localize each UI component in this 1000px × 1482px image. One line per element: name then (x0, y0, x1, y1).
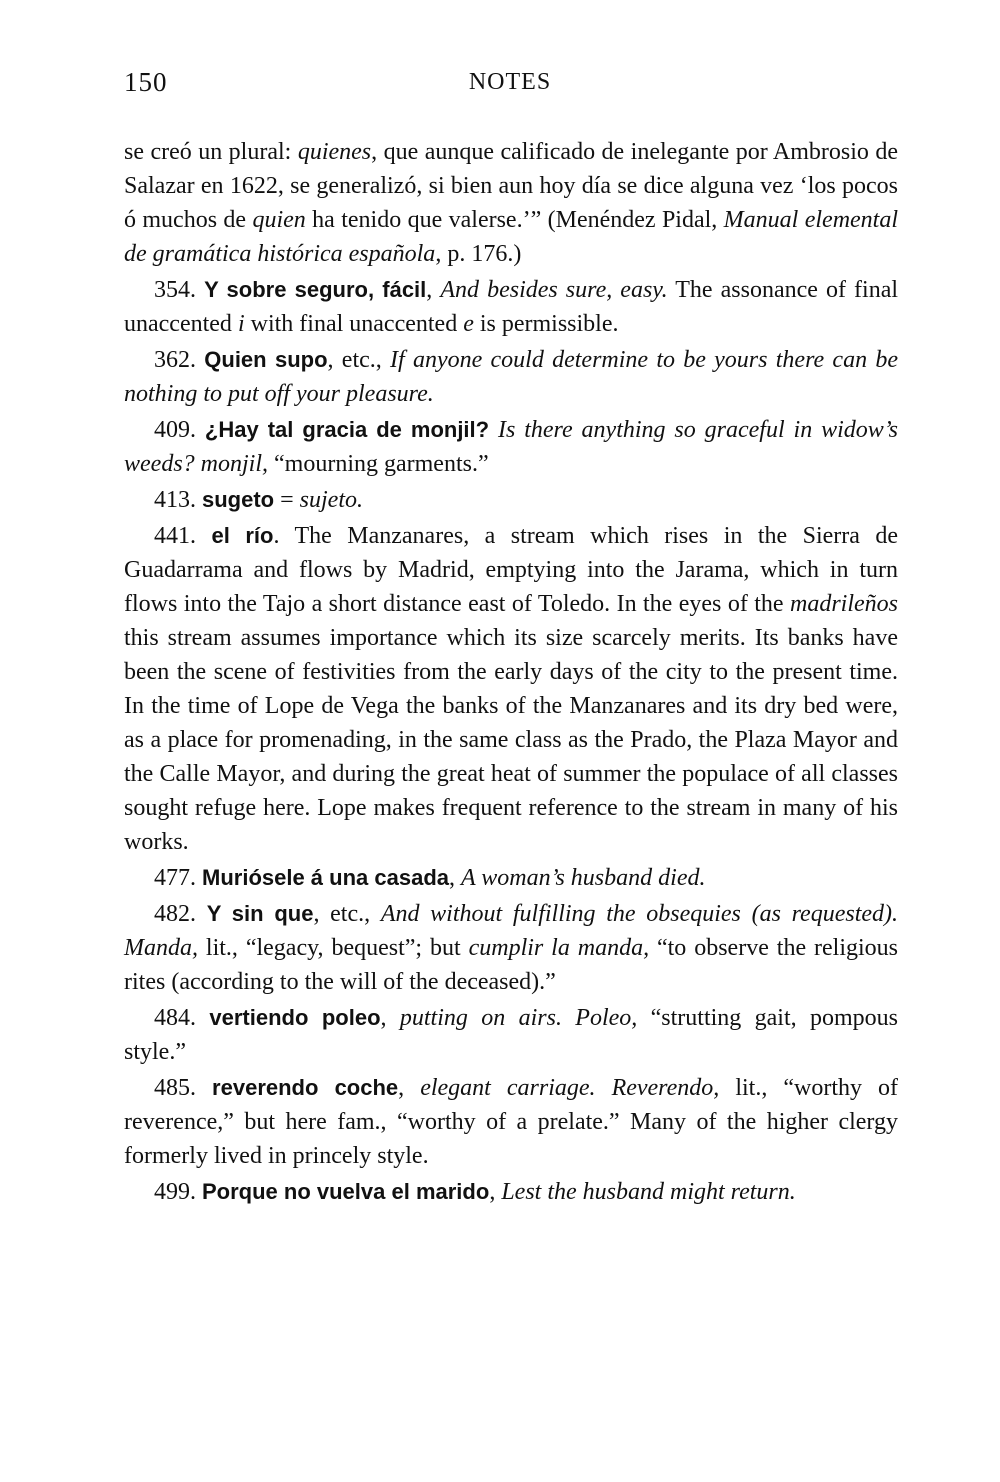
note-headword: Porque no vuelva el marido (202, 1179, 490, 1204)
note-headword: Y sin que (206, 901, 314, 926)
note-482: 482. Y sin que, etc., And without fulfilling the obsequies (as requested). Manda, lit., “legacy, bequest”; but cumplir la manda, “to observe the religious rites (according to the will of the deceased).” (124, 901, 899, 995)
note-number: 413. (154, 487, 202, 513)
note-headword: ¿Hay tal gracia de monjil? (204, 417, 490, 442)
note-number: 484. (154, 1005, 210, 1031)
note-499: 499. Porque no vuelva el marido, Lest the husband might return. (154, 1179, 796, 1205)
note-number: 499. (154, 1179, 202, 1205)
note-headword: sugeto (202, 487, 275, 512)
note-number: 441. (154, 523, 212, 549)
note-354: 354. Y sobre seguro, fácil, And besides sure, easy. The assonance of final unaccented i with final unaccented e is permissible. (124, 277, 899, 337)
note-headword: reverendo coche (212, 1075, 399, 1100)
note-number: 362. (154, 347, 205, 373)
note-441: 441. el río. The Manzanares, a stream which rises in the Sierra de Guadarrama and flows by Madrid, emptying into the Jarama, which in turn flows into the Tajo a short distance east of Toledo. In the eyes of the madrileños this stream assumes importance which its size scarcely merits. Its banks have been the scene of festivities from the early days of the city to the present time. In the time of Lope de Vega the banks of the Manzanares and its dry bed were, as a place for promenading, in the same class as the Prado, the Plaza Mayor and the Calle Mayor, and during the great heat of summer the populace of all classes sought refuge here. Lope makes frequent reference to the stream in many of his works. (124, 523, 899, 855)
note-413: 413. sugeto = sujeto. (154, 487, 363, 513)
note-headword: Quien supo (204, 347, 328, 372)
note-number: 477. (154, 865, 202, 891)
note-477: 477. Muriósele á una casada, A woman’s husband died. (154, 865, 706, 891)
note-number: 409. (154, 417, 205, 443)
note-485: 485. reverendo coche, elegant carriage. Reverendo, lit., “worthy of reverence,” but here fam., “worthy of a prelate.” Many of the higher clergy formerly lived in princely style. (124, 1075, 899, 1169)
note-headword: el río (211, 523, 274, 548)
running-header (124, 66, 896, 98)
note-number: 482. (154, 901, 207, 927)
running-title: NOTES (468, 69, 552, 95)
notes-body (124, 135, 898, 1209)
note-number: 485. (154, 1075, 213, 1101)
note-409: 409. ¿Hay tal gracia de monjil? Is there anything so graceful in widow’s weeds? monjil, “mourning garments.” (124, 417, 899, 477)
note-continuation: se creó un plural: quienes, que aunque calificado de inelegante por Ambrosio de Salazar en 1622, se generalizó, si bien aun hoy día se dice alguna vez ‘los pocos ó muchos de quien ha tenido que valerse.’” (Menéndez Pidal, Manual elemental de gramática histórica española, p. 176.) (124, 139, 899, 267)
note-headword: Y sobre seguro, fácil (204, 277, 427, 302)
note-362: 362. Quien supo, etc., If anyone could determine to be yours there can be nothing to put off your pleasure. (124, 347, 898, 407)
note-headword: vertiendo poleo (209, 1005, 381, 1030)
note-number: 354. (154, 277, 205, 303)
note-484: 484. vertiendo poleo, putting on airs. Poleo, “strutting gait, pompous style.” (124, 1005, 899, 1065)
note-headword: Muriósele á una casada (202, 865, 449, 890)
page-number: 150 (124, 67, 168, 97)
